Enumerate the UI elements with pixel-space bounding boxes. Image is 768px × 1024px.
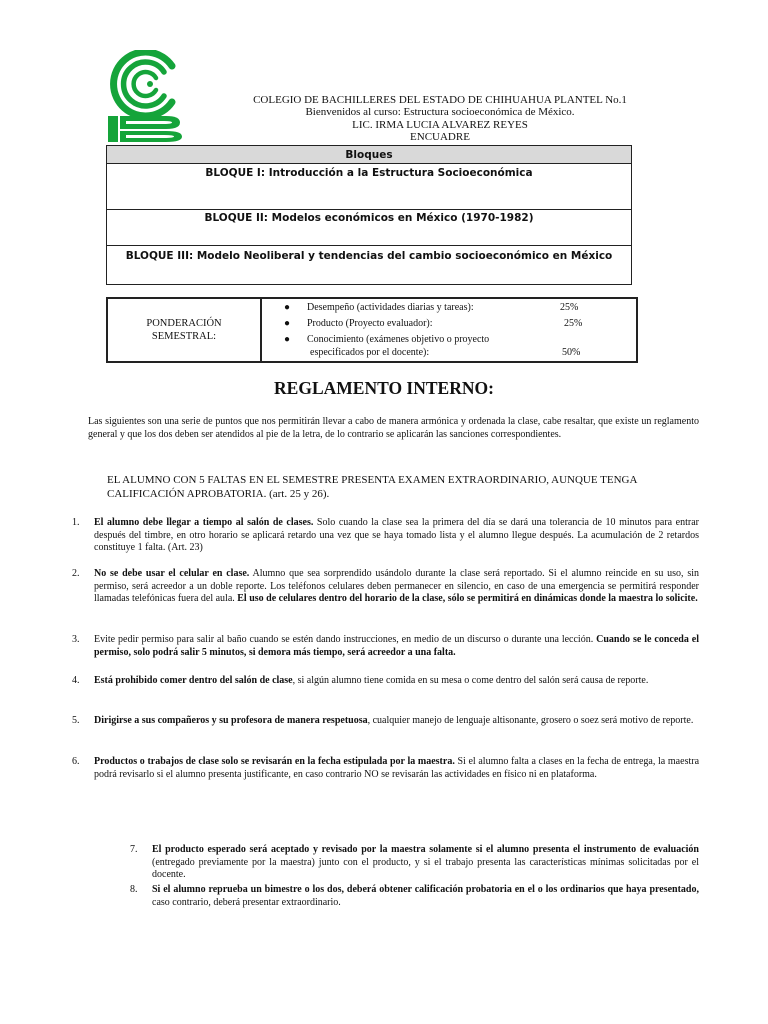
teacher-name: LIC. IRMA LUCIA ALVAREZ REYES xyxy=(352,119,528,131)
bullet-icon: ● xyxy=(284,302,291,313)
ponderacion-pct-2: 25% xyxy=(564,318,583,329)
reglamento-title: REGLAMENTO INTERNO: xyxy=(274,378,494,398)
bloque-1: BLOQUE I: Introducción a la Estructura Socioeconómica xyxy=(107,164,632,210)
ponderacion-item-1: Desempeño (actividades diarias y tareas): xyxy=(307,302,474,313)
rule-5: Dirigirse a sus compañeros y su profesora de manera respetuosa, cualquier manejo de lenguaje altisonante, grosero o soez será motivo de reporte. xyxy=(94,715,694,726)
ponderacion-item-3: Conocimiento (exámenes objetivo o proyecto xyxy=(307,334,490,345)
rule-number: 1. xyxy=(72,517,80,528)
rule-number: 8. xyxy=(130,884,138,895)
ponderacion-item-2: Producto (Proyecto evaluador): xyxy=(307,318,433,329)
ponderacion-label: PONDERACIÓN SEMESTRAL: xyxy=(107,298,261,362)
ponderacion-pct-1: 25% xyxy=(560,302,579,313)
rule-number: 2. xyxy=(72,568,80,579)
rule-2: No se debe usar el celular en clase. Alumno que sea sorprendido usándolo durante la clase será reportado. Si el alumno reincide en su uso, sin permiso, será acreedor a un doble reporte. Los teléfonos celulares deben permanecer en silencio, en caso de una emergencia se permitirá responder llamadas telefónicas fuera del aula. El uso de celulares dentro del horario de la clase, sólo se permitirá en dinámicas donde la maestra lo solicite. xyxy=(94,568,700,604)
bloques-header: Bloques xyxy=(107,146,632,164)
bloque-3: BLOQUE III: Modelo Neoliberal y tendencias del cambio socioeconómico en México xyxy=(107,246,632,285)
rule-number: 4. xyxy=(72,675,80,686)
rule-7: El producto esperado será aceptado y revisado por la maestra solamente si el alumno presenta el instrumento de evaluación (entregado previamente por la maestra) junto con el producto, y si el trabajo presenta las características mínimas solicitadas por el docente. xyxy=(152,844,699,880)
ponderacion-pct-3: 50% xyxy=(562,347,581,358)
rule-number: 6. xyxy=(72,756,80,767)
rule-3: Evite pedir permiso para salir al baño cuando se estén dando instrucciones, en medio de un discurso o durante una lección. Cuando se le conceda el permiso, solo podrá salir 5 minutos, si demora más tiempo, será acreedor a una falta. xyxy=(94,634,700,658)
school-name: COLEGIO DE BACHILLERES DEL ESTADO DE CHIHUAHUA PLANTEL No.1 xyxy=(253,94,627,106)
rule-4: Está prohibido comer dentro del salón de clase, si algún alumno tiene comida en su mesa o come dentro del salón será causa de reporte. xyxy=(94,675,649,686)
bullet-icon: ● xyxy=(284,318,291,329)
rule-1: El alumno debe llegar a tiempo al salón de clases. Solo cuando la clase sea la primera del día se dará una tolerancia de 10 minutos para entrar después del timbre, en otro horario se aplicará retardo una vez que se haya tomado lista y el alumno llegue después. La acumulación de 2 retardos constituye 1 falta. (Art. 23) xyxy=(94,517,699,553)
document-subtitle: ENCUADRE xyxy=(410,131,470,143)
bloques-table xyxy=(106,145,632,285)
course-welcome: Bienvenidos al curso: Estructura socioeconómica de México. xyxy=(305,106,575,118)
rule-6: Productos o trabajos de clase solo se revisarán en la fecha estipulada por la maestra. Si el alumno falta a clases en la fecha de entrega, la maestra podrá revisarlo si el alumno presenta justificante, en caso contrario NO se revisarán las actividades en físico ni en plataforma. xyxy=(94,756,700,780)
bloque-2: BLOQUE II: Modelos económicos en México (1970-1982) xyxy=(107,210,632,246)
rule-8: Si el alumno reprueba un bimestre o los dos, deberá obtener calificación probatoria en el o los ordinarios que haya presentado, caso contrario, deberá presentar extraordinario. xyxy=(152,884,699,908)
rule-number: 3. xyxy=(72,634,80,645)
ponderacion-item-3-cont: especificados por el docente): xyxy=(310,347,430,358)
rule-number: 5. xyxy=(72,715,80,726)
bullet-icon: ● xyxy=(284,334,291,345)
rule-number: 7. xyxy=(130,844,138,855)
faltas-note: EL ALUMNO CON 5 FALTAS EN EL SEMESTRE PRESENTA EXAMEN EXTRAORDINARIO, AUNQUE TENGA CALIFICACIÓN APROBATORIA. (art. 25 y 26). xyxy=(107,474,638,500)
reglamento-intro: Las siguientes son una serie de puntos que nos permitirán llevar a cabo de manera armónica y ordenada la clase, cabe resaltar, que existe un reglamento general y que los dos deben ser atendidos al pie de la letra, de lo contrario se aplicarán las sanciones correspondientes. xyxy=(88,416,699,440)
